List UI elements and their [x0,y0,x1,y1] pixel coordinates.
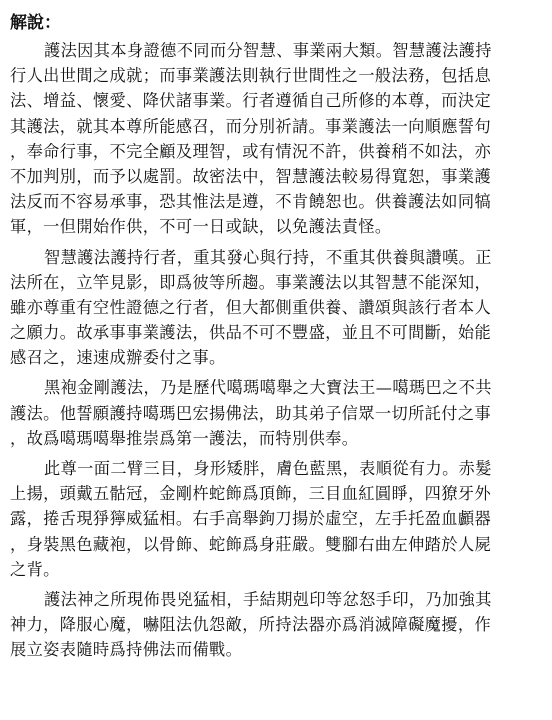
text-line: 露，捲舌現猙獰威猛相。右手高舉鉤刀揚於虛空，左手托盈血顱器 [10,509,492,529]
text-line: 上揚，頭戴五骷冠，金剛杵蛇飾爲頂飾，三目血紅圓睜，四獠牙外 [10,484,492,504]
paragraph [10,587,542,663]
text-line: ，身裝黑色藏袍，以骨飾、蛇飾爲身莊嚴。雙腳右曲左伸踏於人屍 [10,534,492,554]
text-line: 法反而不容易承事，恐其惟法是遵，不肯饒恕也。供養護法如同犒 [10,192,492,212]
text-line: 此尊一面二臂三目，身形矮胖，膚色藍黑，表順從有力。赤髮 [44,459,492,478]
text-line: 護法。他誓願護持噶瑪巴宏揚佛法，助其弟子信眾一切所託付之事 [10,403,492,423]
text-line: 法所在，立竿見影，即爲彼等所趨。事業護法以其智慧不能深知， [10,272,492,292]
text-line: 雖亦尊重有空性證德之行者，但大都側重供養、讚頌與該行者本人 [10,297,492,317]
text-line: 法、增益、懷愛、降伏諸事業。行者遵循自己所修的本尊，而決定 [10,91,492,111]
paragraph [10,38,542,240]
paragraph [10,456,542,582]
text-line: 不加判別，而予以處罰。故密法中，智慧護法較易得寬恕，事業護 [10,166,492,186]
text-line: 黑袍金剛護法，乃是歷代噶瑪噶舉之大寶法王—噶瑪巴之不共 [44,378,492,398]
text-line: 行人出世間之成就；而事業護法則執行世間性之一般法務，包括息 [10,66,492,86]
text-line: 智慧護法護持行者，重其發心與行持，不重其供養與讚嘆。正 [44,247,492,267]
body-text [10,38,542,663]
text-line: 展立姿表隨時爲持佛法而備戰。 [10,640,243,660]
paragraph [10,245,542,371]
text-line: ，奉命行事，不完全顧及理智，或有情況不許，供養稍不如法，亦 [10,141,492,161]
text-line: 之背。 [10,559,60,579]
text-line: 護法神之所現佈畏兇猛相，手結期剋印等忿怒手印，乃加強其 [44,589,492,609]
text-line: ，故爲噶瑪噶舉推崇爲第一護法，而特別供奉。 [10,428,359,448]
section-heading: 解說： [10,13,61,33]
text-line: 護法因其本身證德不同而分智慧、事業兩大類。智慧護法護持 [44,41,492,60]
text-line: 之願力。故承事事業護法，供品不可不豐盛，並且不可間斷，始能 [10,323,492,343]
text-line: 感召之，速速成辦委付之事。 [10,348,226,368]
text-line: 軍，一但開始作供，不可一日或缺，以免護法責怪。 [10,217,392,237]
text-line: 神力，降服心魔，嚇阻法仇怨敵，所持法器亦爲消滅障礙魔擾，作 [10,615,492,635]
text-line: 其護法，就其本尊所能感召，而分別祈請。事業護法一向順應誓句 [10,116,492,136]
paragraph [10,375,542,451]
